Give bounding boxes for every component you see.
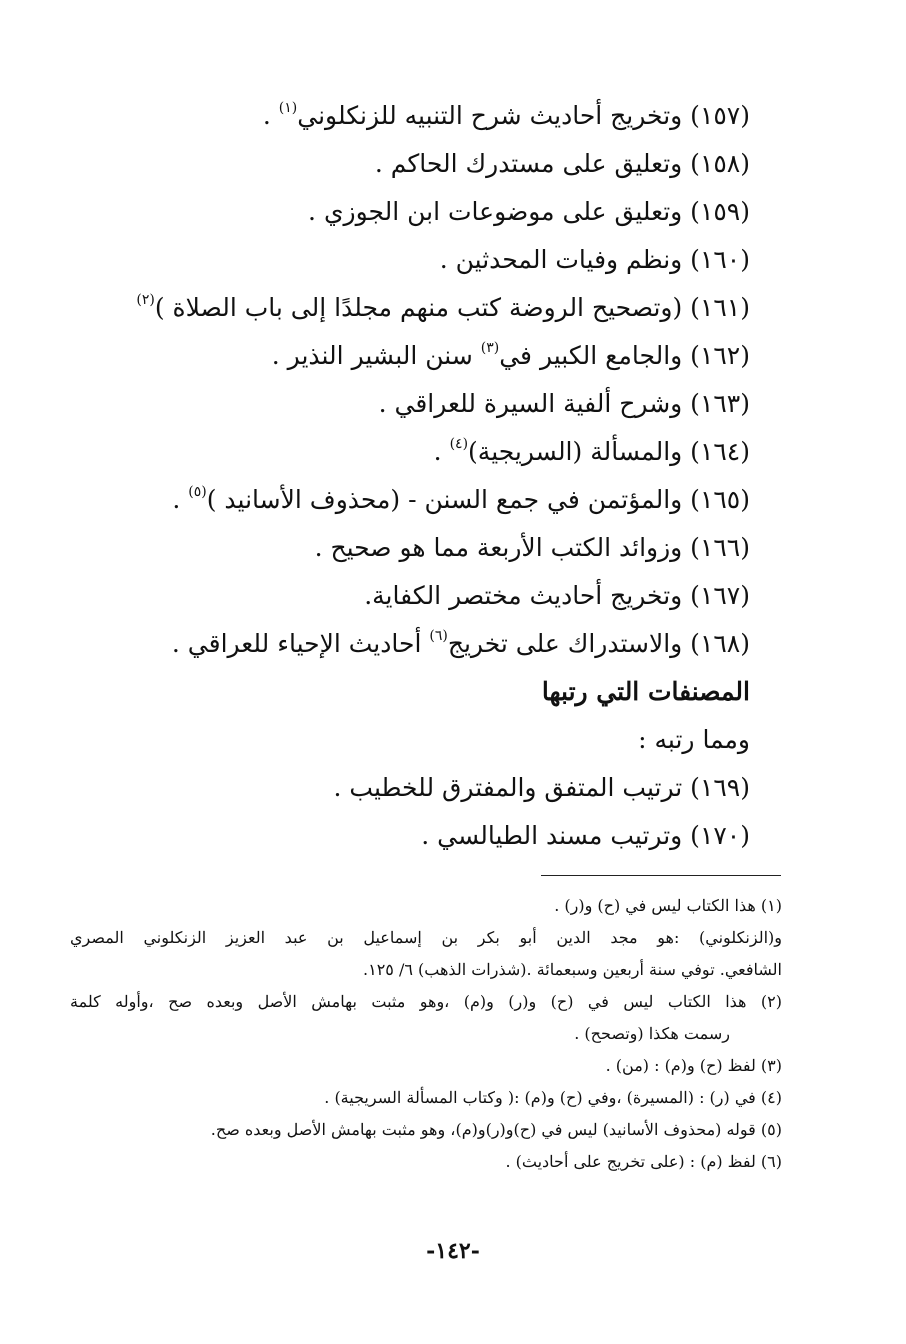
footnote: (٦) لفظ (م) : (على تخريج على أحاديث) . — [505, 1152, 782, 1171]
footnote-continuation: و(الزنكلوني) :هو مجد الدين أبو بكر بن إسماعيل بن عبد العزيز الزنكلوني المصري — [70, 928, 782, 947]
list-item: (١٦١) (وتصحيح الروضة كتب منهم مجلدًا إلى باب الصلاة )$^{(٢)}$ — [136, 292, 750, 322]
footnote-continuation: رسمت هكذا (وتصحح) . — [574, 1024, 730, 1043]
footnote: (٥) قوله (محذوف الأسانيد) ليس في (ح)و(ر)و(م)، وهو مثبت بهامش الأصل وبعده صح. — [210, 1120, 782, 1139]
list-item: (١٥٨) وتعليق على مستدرك الحاكم . — [374, 149, 750, 178]
list-item: (١٦٤) والمسألة (السريجية)$^{(٤)}$ . — [433, 436, 750, 466]
list-item: (١٧٠) وترتيب مسند الطيالسي . — [421, 821, 750, 850]
footnote-ref[interactable]: (٣) — [480, 340, 500, 356]
list-item: (١٦٩) ترتيب المتفق والمفترق للخطيب . — [333, 773, 750, 802]
list-item: (١٦٦) وزوائد الكتب الأربعة مما هو صحيح . — [314, 533, 750, 562]
list-item: (١٥٧) وتخريج أحاديث شرح التنبيه للزنكلوني$^{(١)}$ . — [262, 100, 750, 130]
section-intro: ومما رتبه : — [638, 725, 750, 754]
footnote-ref[interactable]: (١) — [278, 100, 298, 116]
list-item: (١٦٠) ونظم وفيات المحدثين . — [439, 245, 750, 274]
section-heading: المصنفات التي رتبها — [541, 677, 750, 706]
footnote: (٤) في (ر) : (المسيرة) ،وفي (ح) و(م) :( وكتاب المسألة السريجية) . — [324, 1088, 782, 1107]
list-item: (١٦٨) والاستدراك على تخريج$^{(٦)}$ أحاديث الإحياء للعراقي . — [171, 628, 750, 658]
list-item: (١٥٩) وتعليق على موضوعات ابن الجوزي . — [308, 197, 750, 226]
footnote-continuation: الشافعي. توفي سنة أربعين وسبعمائة .(شذرات الذهب) ٦/ ١٢٥. — [363, 960, 782, 979]
main-text — [100, 92, 750, 860]
list-item: (١٦٢) والجامع الكبير في$^{(٣)}$ سنن البشير النذير . — [271, 340, 750, 370]
footnote-ref[interactable]: (٥) — [188, 484, 207, 500]
list-item: (١٦٧) وتخريج أحاديث مختصر الكفاية. — [364, 581, 750, 610]
footnotes — [70, 890, 782, 1178]
footnote-ref[interactable]: (٢) — [136, 292, 155, 308]
footnote: (٣) لفظ (ح) و(م) : (من) . — [605, 1056, 782, 1075]
list-item: (١٦٣) وشرح ألفية السيرة للعراقي . — [378, 389, 750, 418]
footnote-ref[interactable]: (٦) — [429, 628, 448, 644]
footnote: (٢) هذا الكتاب ليس في (ح) و(ر) و(م) ،وهو مثبت بهامش الأصل وبعده صح ،وأوله كلمة — [70, 992, 783, 1011]
list-item: (١٦٥) والمؤتمن في جمع السنن - (محذوف الأسانيد )$^{(٥)}$ . — [172, 484, 750, 514]
footnote: (١) هذا الكتاب ليس في (ح) و(ر) . — [554, 896, 782, 915]
footnote-divider — [541, 875, 781, 876]
page-number: -١٤٢- — [426, 1238, 480, 1264]
footnote-ref[interactable]: (٤) — [449, 436, 469, 452]
